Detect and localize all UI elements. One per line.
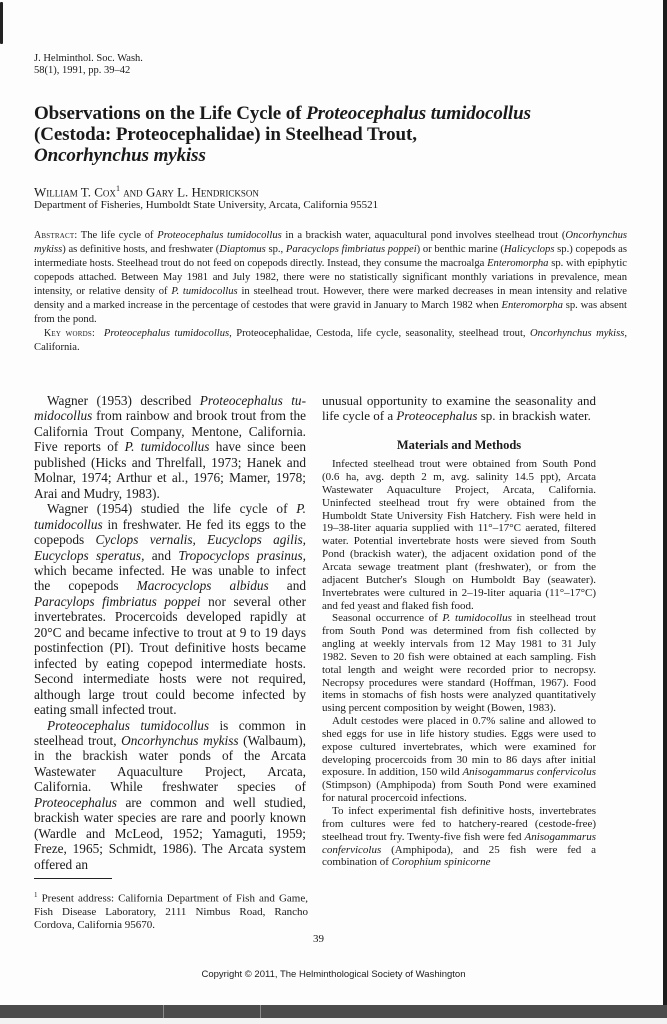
journal-name: J. Helminthol. Soc. Wash. [34,53,143,64]
keywords-label: Key words: [44,328,95,340]
journal-volume: 58(1), 1991, pp. 39–42 [34,65,131,76]
paragraph: Wagner (1953) described Proteocephalus tu-midocollus from rainbow and brook trout from the California Trout Company, Mentone, California. Five reports of P. tumidocollus have since been published (Hicks and Threlfall, 1973; Hanek and Molnar, 1974; Arthur et al., 1976; Mamer, 1978; Arai and Mudry, 1983). [34,393,306,501]
paragraph: Seasonal occurrence of P. tumidocollus in steelhead trout from South Pond was determined from fish collected by angling at weekly intervals from 12 May 1981 to 31 July 1982. Seven to 20 fish were obtained at each sampling. Fish total length and weight were recorded prior to necropsy. Necropsy procedures were standard (Hoffman, 1967). Food items in stomachs of fish hosts were analyzed quantitatively using percent composition by weight (Bowen, 1983). [322,612,596,715]
abstract-label: Abstract: [34,230,78,241]
scan-bottom-bar [0,1005,667,1018]
left-column [34,393,306,872]
paragraph: To infect experimental fish definitive hosts, invertebrates from cultures were fed to hatchery-reared (cestode-free) steelhead trout fry. Twenty-five fish were fed Anisogammarus confervicolus (Amphipoda), and 25 fish were fed a combination of Corophium spinicorne [322,805,596,869]
scan-edge-mark [0,2,3,44]
footnote: $^1$ Present address: California Department of Fish and Game, Fish Disease Laboratory, 2111 Nimbus Road, Rancho Cordova, California 95670. [34,891,308,931]
page-number: 39 [313,933,324,945]
author-hendrickson: Gary L. Hendrickson [145,184,259,200]
paragraph: unusual opportunity to examine the seasonality and life cycle of a Proteocephalus sp. in brackish water. [322,393,596,424]
affiliation: Department of Fisheries, Humboldt State University, Arcata, California 95521 [34,199,379,211]
footnote-rule [34,878,112,879]
article-title: Observations on the Life Cycle of Proteocephalus tumidocollus (Cestoda: Proteocephalidae) in Steelhead Trout, Oncorhynchus mykiss [34,103,531,166]
keywords: Key words: Proteocephalus tumidocollus, Proteocephalidae, Cestoda, life cycle, seasonality, steelhead trout, Oncorhynchus mykiss, California. [34,328,627,354]
copyright-notice: Copyright © 2011, The Helminthological Society of Washington [201,969,466,980]
abstract: Abstract: The life cycle of Proteocephalus tumidocollus in a brackish water, aquacultural pond involves steelhead trout (Oncorhynchus mykiss) as definitive hosts, and freshwater (Diaptomus sp., Paracyclops fimbriatus poppei) or benthic marine (Halicyclops sp.) copepods as intermediate hosts. Steelhead trout do not feed on copepods directly. Instead, they consume the macroalga Enteromorpha sp. with epiphytic copepods attached. Between May 1981 and July 1982, there were no statistically significant monthly variations in prevalence, mean intensity, or relative density of P. tumidocollus in steelhead trout. However, there were marked decreases in mean intensity and relative density and a marked increase in the percentage of cestodes that were gravid in January to March 1982 when Enteromorpha sp. was absent from the pond. Key words: Proteocephalus tumidocollus, Proteocephalidae, Cestoda, life cycle, seasonality, steelhead trout, Oncorhynchus mykiss, California. [34,229,627,355]
scan-right-border [663,0,667,1005]
journal-citation [34,53,143,77]
section-heading: Materials and Methods [396,437,522,452]
paragraph: Wagner (1954) studied the life cycle of P. tumidocollus in freshwater. He fed its eggs to the copepods Cyclops vernalis, Eucyclops agilis, Eucyclops speratus, and Tropocyclops prasinus, which became infected. He was unable to infect the copepods Macrocyclops albidus and Paracylops fimbriatus poppei nor several other invertebrates. Procercoids developed rapidly at 20°C and became infective to trout at 9 to 19 days postinfection (PI). Trout definitive hosts became infected by eating copepod intermediate hosts. Second intermediate hosts were not required, although large trout could become infected by eating small infected trout. [34,501,307,718]
paragraph: Adult cestodes were placed in 0.7% saline and allowed to shed eggs for use in life history studies. Eggs were used to expose cultured invertebrates, which were examined for developing procercoids from 30 min to 86 days after initial exposure. In addition, 150 wild Anisogammarus confervicolus (Stimpson) (Amphipoda) from South Pond were examined for natural procercoid infections. [322,715,596,805]
author-list: William T. Cox$^1$ and Gary L. Hendrickson [34,184,259,200]
right-column [322,393,596,869]
paragraph: Infected steelhead trout were obtained from South Pond (0.6 ha, avg. depth 2 m, avg. salinity 14.5 ppt), Arcata Wastewater Aquaculture Project, Arcata, California. Uninfected steelhead trout fry were obtained from the Humboldt State University Fish Hatchery. Fish were held in 19–38-liter aquaria supplied with 11°–17°C aerated, filtered water. Potential invertebrate hosts were sieved from South Pond (brackish water), the adjacent oxidation pond of the Arcata sewage treatment plant (freshwater), or from the adjacent Butcher's Slough on Humboldt Bay (seawater). Invertebrates were cultured in 2–19-liter aquaria (11°–17°C) and fed yeast and flaked fish food. [322,458,596,612]
author-cox: William T. Cox [34,184,116,200]
paragraph: Proteocephalus tumidocollus is common in steelhead trout, Oncorhynchus mykiss (Walbaum), in the brackish water ponds of the Arcata Wastewater Aquaculture Project, Arcata, California. While freshwater species of Proteocephalus are common and well studied, brackish water species are rare and poorly known (Wardle and McLeod, 1952; Yamaguti, 1959; Freze, 1965; Schmidt, 1986). The Arcata system offered an [34,717,306,872]
